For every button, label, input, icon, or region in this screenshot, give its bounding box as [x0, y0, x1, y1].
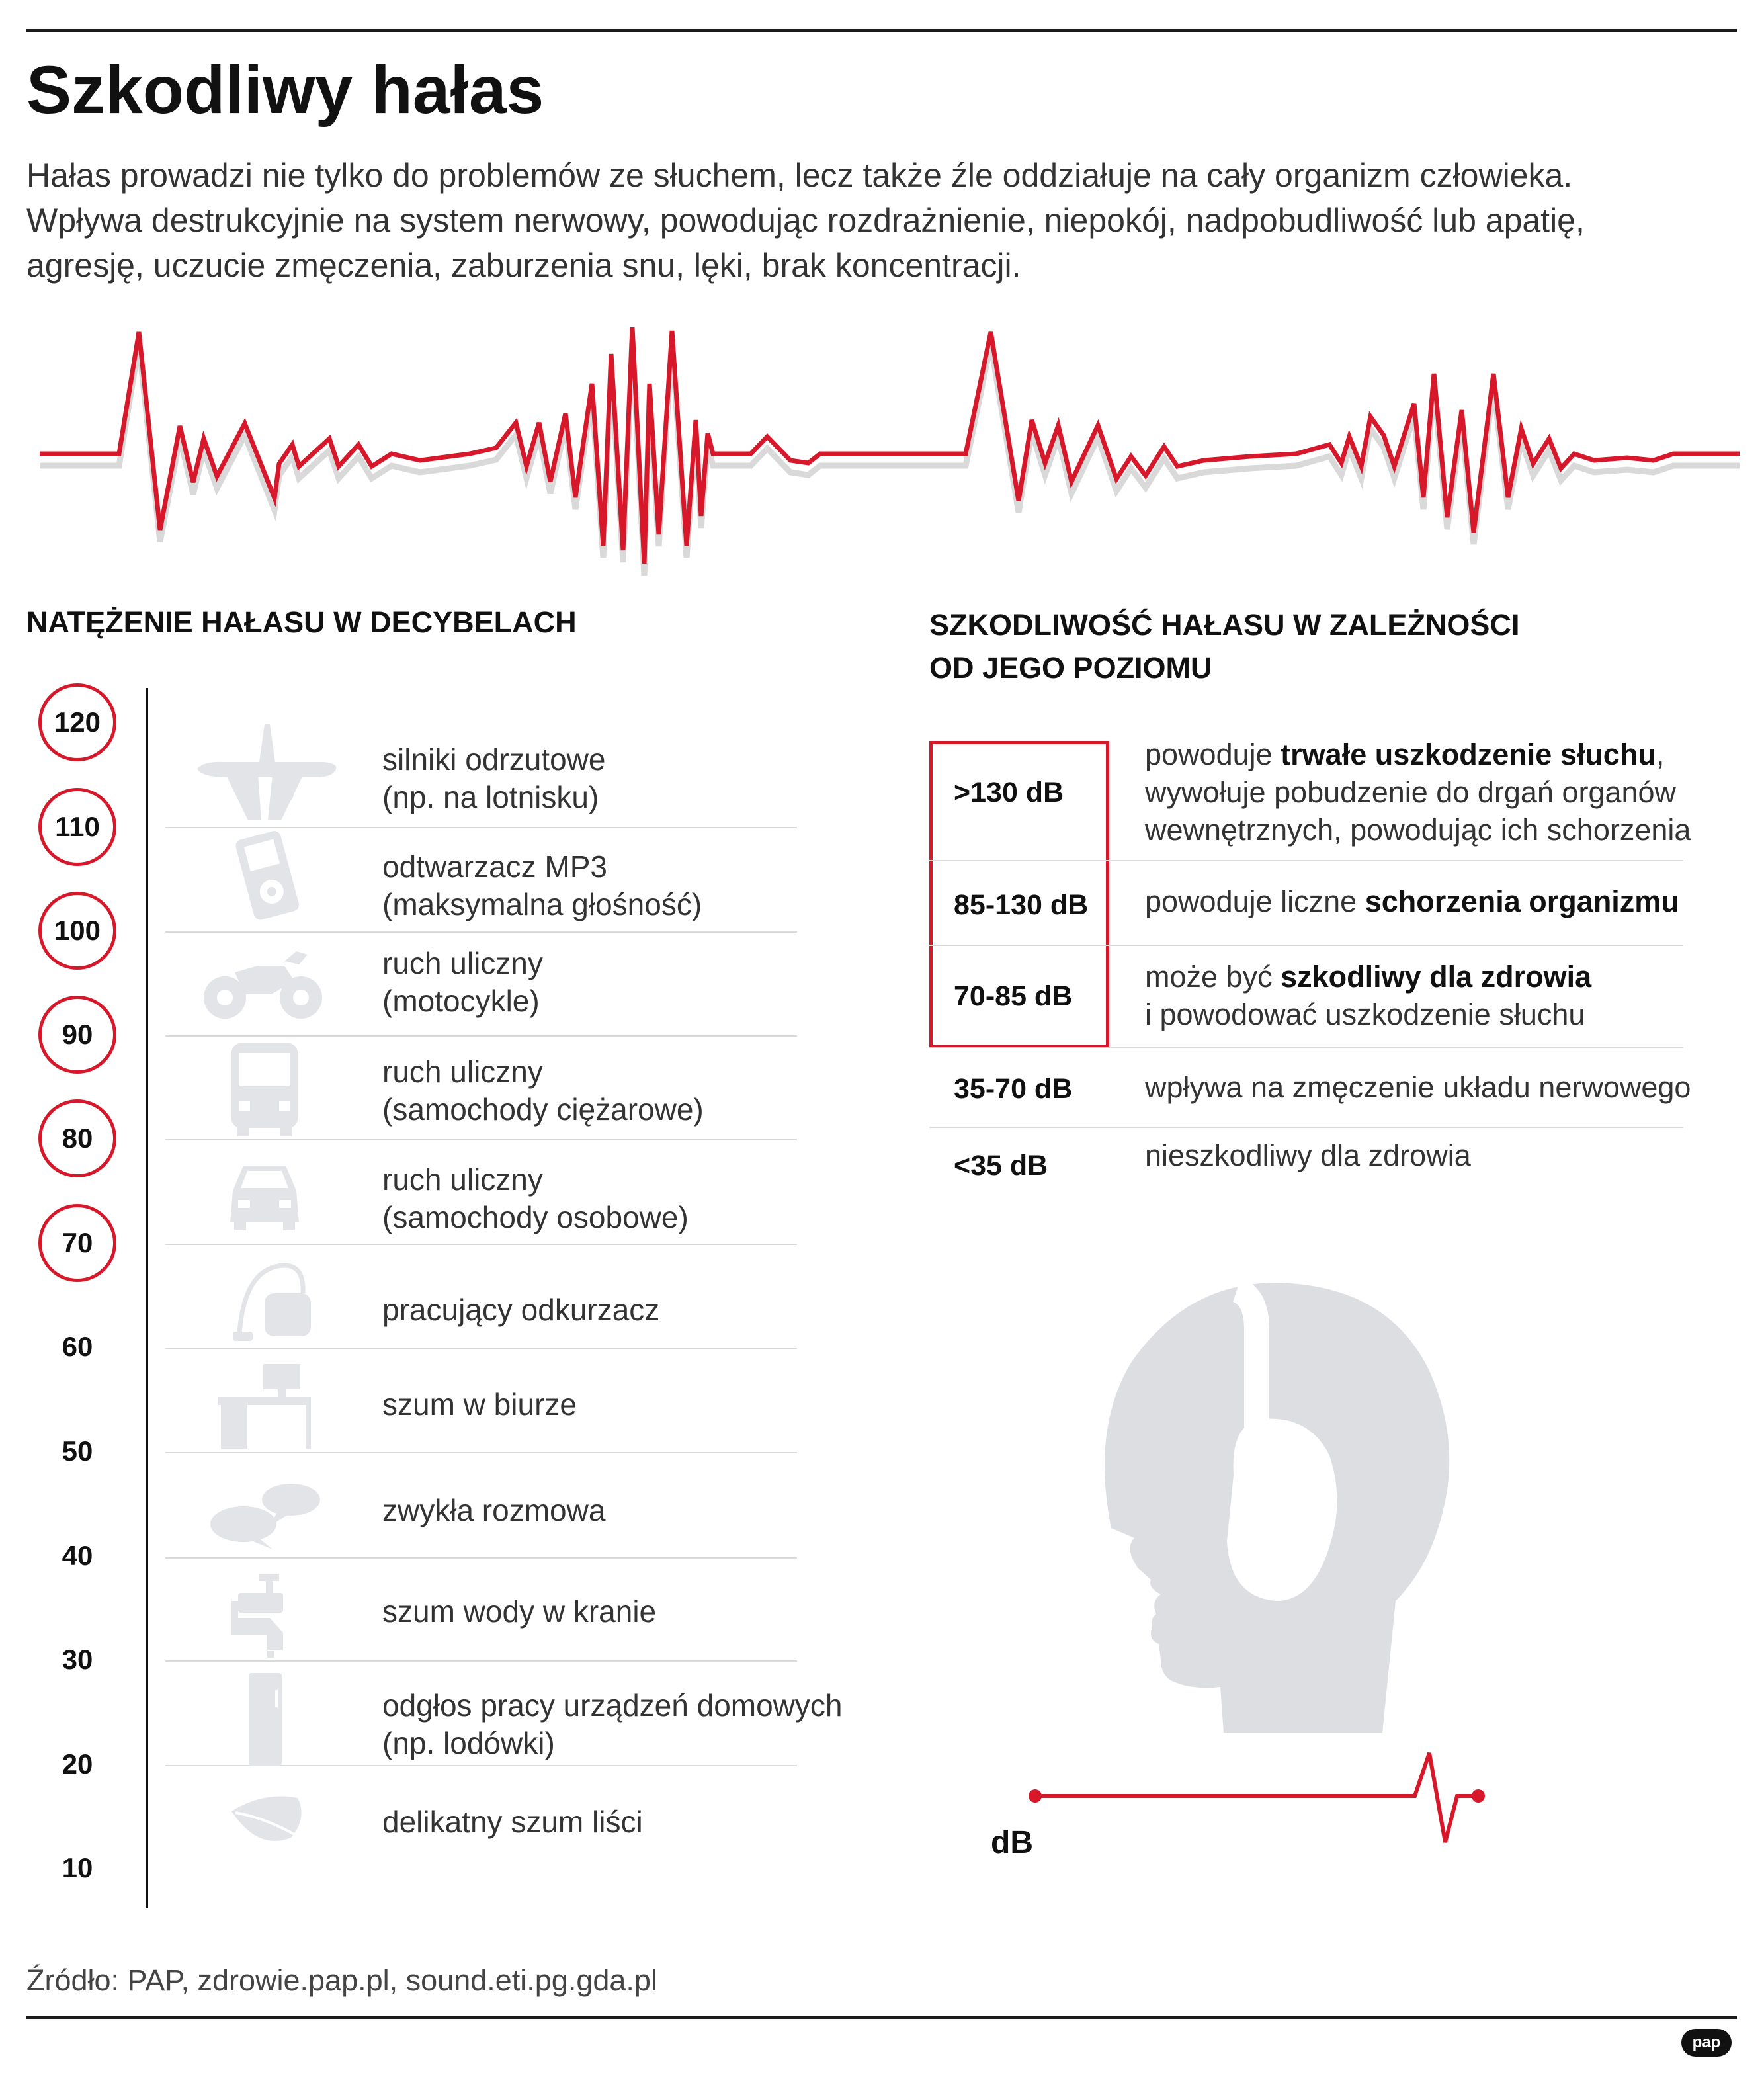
- level-range-below-35: <35 dB: [954, 1150, 1048, 1181]
- source-label-line: (samochody osobowe): [382, 1200, 689, 1234]
- db-mark-value: 40: [62, 1540, 93, 1571]
- row-divider: [165, 1139, 797, 1140]
- level-desc-emphasis: trwałe uszkodzenie słuchu: [1281, 738, 1656, 771]
- level-desc-text: i powodować uszkodzenie słuchu: [1145, 998, 1585, 1031]
- harm-heading-line-2: OD JEGO POZIOMU: [929, 651, 1212, 685]
- source-label-line: szum w biurze: [382, 1387, 577, 1422]
- level-divider: [929, 945, 1683, 946]
- level-range-85-130: 85-130 dB: [954, 889, 1089, 921]
- source-label-line: (np. lodówki): [382, 1726, 555, 1760]
- db-mark-80: [38, 1099, 116, 1177]
- level-desc-line: [1145, 1068, 1691, 1106]
- scale-axis: [146, 688, 148, 1908]
- row-divider: [165, 1035, 797, 1037]
- level-desc-below-35: [1145, 1136, 1471, 1174]
- source-water-tap: [382, 1593, 656, 1631]
- pap-logo-text: pap: [1692, 2033, 1721, 2051]
- office-desk-icon: [185, 1357, 344, 1457]
- source-label-line: odgłos pracy urządzeń domowych: [382, 1688, 843, 1723]
- level-divider: [929, 860, 1683, 861]
- fridge-icon: [185, 1670, 344, 1770]
- source-leaves: [382, 1803, 643, 1841]
- db-unit-label: dB: [991, 1825, 1033, 1860]
- bus-icon: [185, 1040, 344, 1139]
- head-headphones-illustration: [1038, 1257, 1475, 1733]
- db-mark-50: [38, 1412, 116, 1490]
- level-range-70-85: 70-85 dB: [954, 980, 1073, 1012]
- source-trucks: [382, 1053, 704, 1129]
- db-mark-value: 100: [54, 915, 101, 946]
- db-mark-30: [38, 1621, 116, 1699]
- scale-heading: NATĘŻENIE HAŁASU W DECYBELACH: [26, 605, 577, 639]
- page-title: Szkodliwy hałas: [26, 52, 544, 128]
- db-mark-value: 60: [62, 1331, 93, 1362]
- db-mark-value: 110: [55, 811, 100, 842]
- bottom-rule: [26, 2016, 1737, 2019]
- level-desc-text: wpływa na zmęczenie układu nerwowego: [1145, 1070, 1691, 1104]
- harm-heading-line-1: SZKODLIWOŚĆ HAŁASU W ZALEŻNOŚCI: [929, 608, 1520, 642]
- source-label-line: ruch uliczny: [382, 1054, 543, 1089]
- level-desc-line: [1145, 1136, 1471, 1174]
- source-motorcycles: [382, 945, 543, 1020]
- db-mark-90: [38, 996, 116, 1074]
- level-desc-line: [1145, 996, 1591, 1033]
- source-conversation: [382, 1492, 605, 1529]
- level-divider: [929, 1047, 1683, 1048]
- db-mark-10: [38, 1829, 116, 1907]
- motorcycle-icon: [185, 931, 344, 1031]
- level-desc-70-85: [1145, 958, 1591, 1033]
- level-desc-line: [1145, 811, 1691, 849]
- db-mark-value: 10: [62, 1852, 93, 1883]
- source-label-line: (maksymalna głośność): [382, 887, 702, 921]
- db-mark-value: 120: [54, 706, 101, 738]
- source-cars: [382, 1161, 689, 1236]
- lead-line-3: agresję, uczucie zmęczenia, zaburzenia snu, lęki, brak koncentracji.: [26, 247, 1021, 284]
- level-desc-text: nieszkodliwy dla zdrowia: [1145, 1138, 1471, 1172]
- source-mp3-player: [382, 848, 702, 923]
- db-mark-60: [38, 1308, 116, 1386]
- car-icon: [185, 1144, 344, 1244]
- level-desc-text: może być: [1145, 960, 1281, 994]
- vacuum-cleaner-icon: [185, 1254, 344, 1353]
- level-desc-text: wewnętrznych, powodując ich schorzenia: [1145, 813, 1691, 847]
- source-vacuum-cleaner: [382, 1291, 659, 1329]
- harm-heading: [929, 603, 1519, 690]
- db-meter-line: [1022, 1746, 1498, 1852]
- airplane-icon: [185, 721, 344, 820]
- leaf-icon: [185, 1772, 344, 1871]
- lead-line-1: Hałas prowadzi nie tylko do problemów ze słuchem, lecz także źle oddziałuje na cały organizm człowieka.: [26, 157, 1573, 194]
- db-mark-value: 80: [62, 1123, 93, 1154]
- db-mark-value: 50: [62, 1435, 93, 1467]
- level-desc-text: wywołuje pobudzenie do drgań organów: [1145, 775, 1677, 809]
- water-tap-icon: [185, 1566, 344, 1666]
- level-desc-text: ,: [1656, 738, 1665, 771]
- source-label-line: ruch uliczny: [382, 946, 543, 980]
- db-mark-120: [38, 683, 116, 761]
- db-mark-100: [38, 892, 116, 970]
- source-home-appliances: [382, 1687, 842, 1762]
- noise-waveform: [40, 304, 1740, 582]
- db-mark-value: 20: [62, 1748, 93, 1779]
- source-office: [382, 1386, 577, 1424]
- level-desc-emphasis: szkodliwy dla zdrowia: [1281, 960, 1592, 994]
- db-mark-value: 30: [62, 1644, 93, 1675]
- level-desc-35-70: [1145, 1068, 1691, 1106]
- lead-line-2: Wpływa destrukcyjnie na system nerwowy, powodując rozdrażnienie, niepokój, nadpobudliwość lub apatię,: [26, 202, 1585, 239]
- source-jet-engines: [382, 741, 605, 816]
- level-desc-line: [1145, 773, 1691, 811]
- level-desc-text: powoduje: [1145, 738, 1281, 771]
- db-mark-20: [38, 1725, 116, 1803]
- level-desc-85-130: [1145, 882, 1679, 920]
- db-mark-value: 90: [62, 1019, 93, 1050]
- db-mark-40: [38, 1517, 116, 1595]
- source-label-line: szum wody w kranie: [382, 1594, 657, 1629]
- source-label-line: zwykła rozmowa: [382, 1493, 606, 1527]
- level-desc-text: powoduje liczne: [1145, 884, 1365, 918]
- db-mark-value: 70: [62, 1227, 93, 1258]
- source-label-line: (samochody ciężarowe): [382, 1092, 704, 1127]
- waveform-line: [40, 327, 1740, 564]
- source-label-line: delikatny szum liści: [382, 1805, 643, 1839]
- level-desc-line: [1145, 736, 1691, 773]
- source-label-line: (np. na lotnisku): [382, 780, 599, 814]
- source-label-line: odtwarzacz MP3: [382, 849, 608, 884]
- speech-bubbles-icon: [185, 1463, 344, 1562]
- row-divider: [165, 1244, 797, 1245]
- level-desc-130-plus: [1145, 736, 1691, 849]
- source-label-line: (motocykle): [382, 984, 540, 1018]
- level-range-35-70: 35-70 dB: [954, 1073, 1073, 1105]
- level-desc-emphasis: schorzenia organizmu: [1365, 884, 1679, 918]
- pap-logo: [1680, 2028, 1733, 2058]
- mp3-player-icon: [185, 828, 344, 927]
- level-divider: [929, 1127, 1683, 1128]
- top-rule: [26, 29, 1737, 32]
- source-label-line: silniki odrzutowe: [382, 742, 606, 777]
- level-range-130-plus: >130 dB: [954, 777, 1064, 808]
- level-desc-line: [1145, 882, 1679, 920]
- source-label-line: ruch uliczny: [382, 1162, 543, 1197]
- db-mark-70: [38, 1204, 116, 1282]
- source-label-line: pracujący odkurzacz: [382, 1293, 660, 1327]
- level-desc-line: [1145, 958, 1591, 996]
- db-mark-110: [38, 788, 116, 866]
- source-note: Źródło: PAP, zdrowie.pap.pl, sound.eti.pg.gda.pl: [26, 1963, 657, 1997]
